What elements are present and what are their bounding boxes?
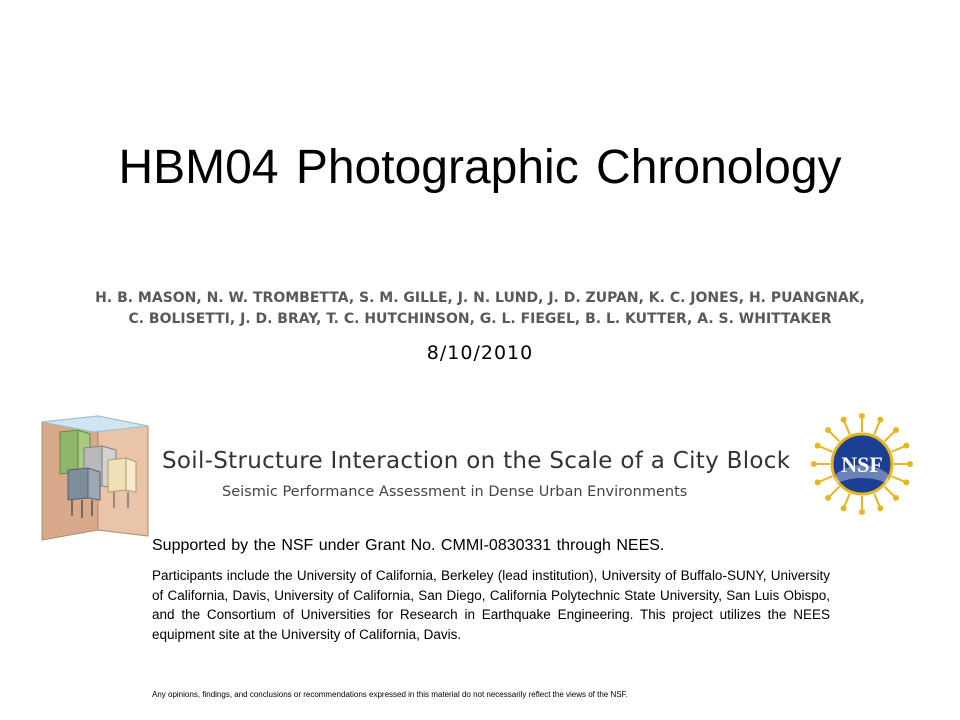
slide-date: 8/10/2010: [426, 342, 534, 364]
author-list: [40, 288, 920, 330]
slide-title: HBM04 Photographic Chronology: [118, 141, 842, 194]
funding-statement: Supported by the NSF under Grant No. CMMI-0830331 through NEES.: [152, 537, 665, 554]
participants-paragraph: Participants include the University of California, Berkeley (lead institution), University of Buffalo-SUNY, University of California, Davis, University of California, San Diego, California Polytechnic State University, San Luis Obispo, and the Consortium of Universities for Research in Earthquake Engineering. This project utilizes the NEES equipment site at the University of California, Davis.: [152, 568, 830, 642]
banner-subtitle: Seismic Performance Assessment in Dense Urban Environments: [222, 484, 688, 500]
city-block-model-icon: [38, 412, 154, 544]
nsf-logo-icon: [810, 412, 914, 516]
author-line-2: C. BOLISETTI, J. D. BRAY, T. C. HUTCHINSON, G. L. FIEGEL, B. L. KUTTER, A. S. WHITTAKER: [128, 311, 832, 327]
author-line-1: H. B. MASON, N. W. TROMBETTA, S. M. GILLE, J. N. LUND, J. D. ZUPAN, K. C. JONES, H. PUANGNAK,: [95, 290, 865, 306]
nsf-disclaimer: Any opinions, findings, and conclusions or recommendations expressed in this material do not necessarily reflect the views of the NSF.: [152, 690, 628, 699]
nsf-logo-text: NSF: [841, 452, 883, 477]
banner-title: Soil-Structure Interaction on the Scale of a City Block: [162, 448, 791, 474]
